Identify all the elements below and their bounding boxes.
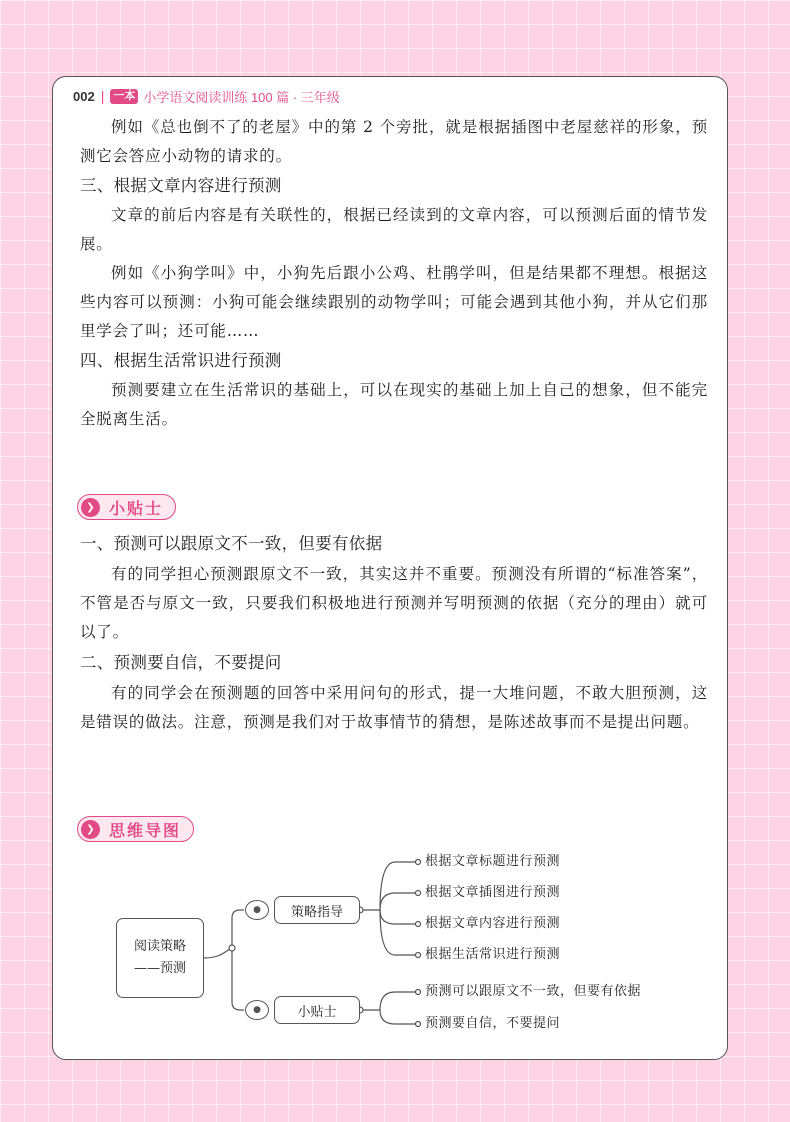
node-dot [416, 922, 421, 927]
mindmap-leaf: 根据文章内容进行预测 [425, 916, 561, 931]
mindmap-leaf: 根据文章插图进行预测 [425, 885, 561, 900]
paragraph: 例如《小狗学叫》中，小狗先后跟小公鸡、杜鹃学叫，但是结果都不理想。根据这些内容可以预测：小狗可能会继续跟别的动物学叫；可能会遇到其他小狗，并从它们那里学会了叫；还可能…… [80, 264, 708, 340]
node-dot [416, 1022, 421, 1027]
paragraph: 例如《总也倒不了的老屋》中的第 2 个旁批，就是根据插图中老屋慈祥的形象，预测它会答应小动物的请求的。 [80, 118, 708, 165]
branch2-link [232, 948, 244, 1010]
tip-heading: 二、预测要自信，不要提问 [80, 654, 282, 672]
mindmap-root: 阅读策略 ——预测 [116, 918, 204, 998]
mindmap-branch-tips: ● 小贴士 [274, 996, 360, 1024]
book-title: 小学语文阅读训练 100 篇 · 三年级 [143, 89, 340, 105]
series-logo: 一本 [110, 89, 138, 104]
mindmap-leaf: 根据生活常识进行预测 [425, 947, 561, 962]
node-dot [416, 860, 421, 865]
sheep-icon: ● [245, 1000, 269, 1020]
leaf-link [380, 910, 418, 924]
paragraph: 文章的前后内容是有关联性的，根据已经读到的文章内容，可以预测后面的情节发展。 [80, 206, 708, 253]
paragraph: 有的同学会在预测题的回答中采用问句的形式，提一大堆问题，不敢大胆预测，这是错误的做法。注意，预测是我们对于故事情节的猜想，是陈述故事而不是提出问题。 [80, 684, 708, 731]
mindmap-branch-strategy: ● 策略指导 [274, 896, 360, 924]
mindmap-section-label: ❯ 思维导图 [77, 816, 194, 842]
page-number: 002 [73, 88, 95, 104]
paragraph: 预测要建立在生活常识的基础上，可以在现实的基础上加上自己的想象，但不能完全脱离生活。 [80, 381, 708, 428]
node-dot [416, 891, 421, 896]
tips-section-label: ❯ 小贴士 [77, 494, 176, 520]
leaf-link [380, 910, 418, 955]
leaf-link [380, 862, 418, 910]
root-connector [204, 948, 232, 958]
arrow-right-icon: ❯ [81, 498, 100, 517]
mindmap-leaf: 预测可以跟原文不一致，但要有依据 [425, 984, 642, 999]
leaf-link [380, 893, 418, 910]
leaf-link [380, 992, 418, 1010]
arrow-right-icon: ❯ [81, 820, 100, 839]
section-heading: 三、根据文章内容进行预测 [80, 177, 282, 195]
node-dot [229, 945, 235, 951]
tip-heading: 一、预测可以跟原文不一致，但要有依据 [80, 535, 383, 553]
leaf-link [380, 1010, 418, 1024]
paragraph: 有的同学担心预测跟原文不一致，其实这并不重要。预测没有所谓的“标准答案”，不管是否与原文一致，只要我们积极地进行预测并写明预测的依据（充分的理由）就可以了。 [80, 565, 708, 641]
branch1-link [232, 910, 244, 948]
section-heading: 四、根据生活常识进行预测 [80, 352, 282, 370]
node-dot [416, 953, 421, 958]
mindmap-leaf: 预测要自信，不要提问 [425, 1016, 561, 1031]
sheep-icon: ● [245, 900, 269, 920]
mindmap-leaf: 根据文章标题进行预测 [425, 854, 561, 869]
header-divider: | [100, 88, 105, 104]
node-dot [416, 990, 421, 995]
